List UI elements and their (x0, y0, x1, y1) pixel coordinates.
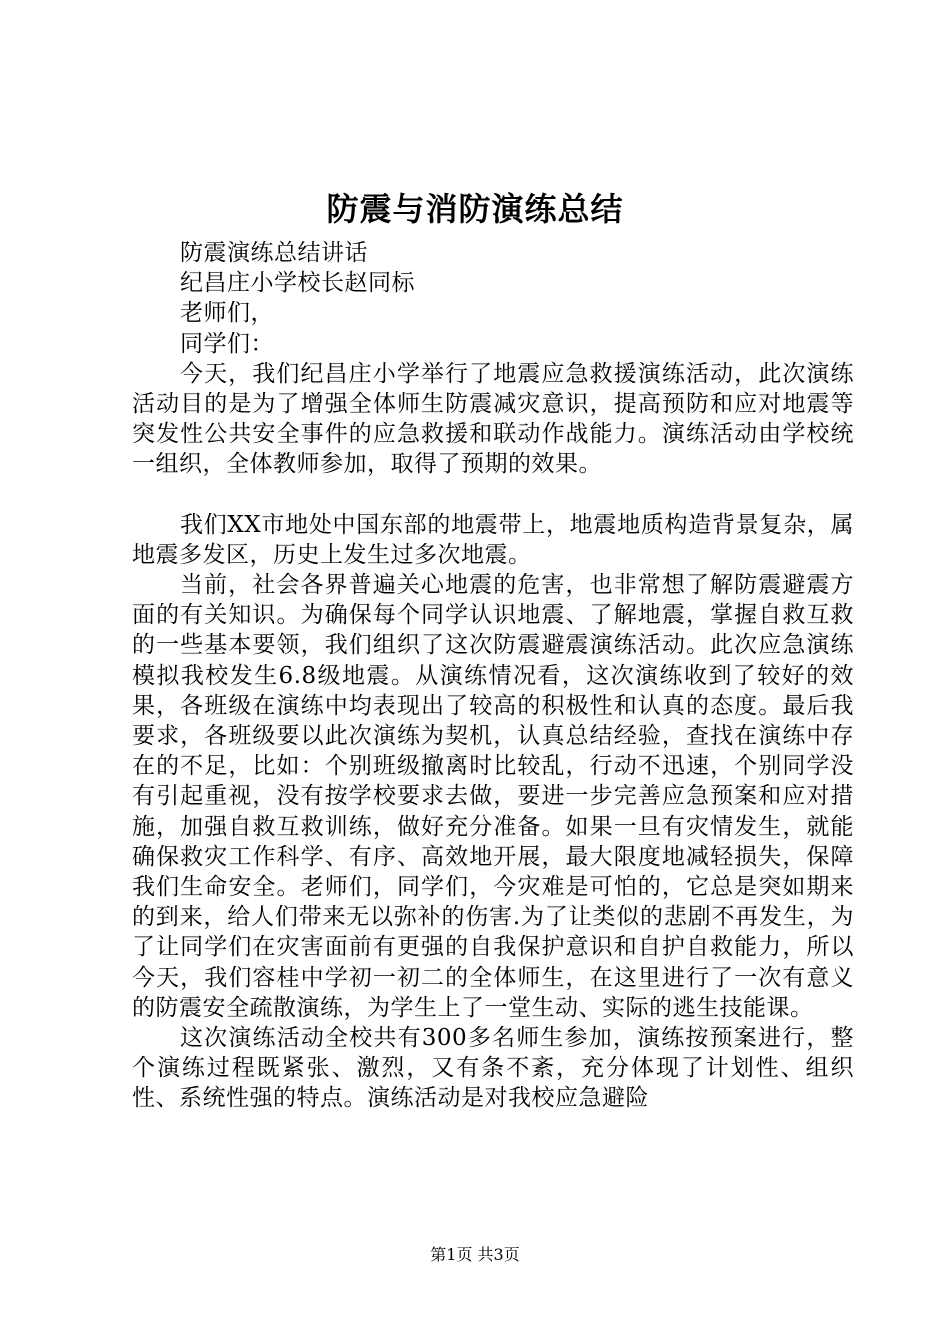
salutation-teachers: 老师们， (180, 300, 274, 327)
paragraph: 我们XX市地处中国东部的地震带上，地震地质构造背景复杂，属地震多发区，历史上发生过多次地震。 (132, 511, 854, 568)
speaker-line: 纪昌庄小学校长赵同标 (180, 270, 415, 297)
paragraph: 当前，社会各界普遍关心地震的危害，也非常想了解防震避震方面的有关知识。为确保每个同学认识地震、了解地震，掌握自救互救的一些基本要领，我们组织了这次防震避震演练活动。此次应急演练模拟我校发生6.8级地震。从演练情况看，这次演练收到了较好的效果，各班级在演练中均表现出了较高的积极性和认真的态度。最后我要求，各班级要以此次演练为契机，认真总结经验，查找在演练中存在的不足，比如：个别班级撤离时比较乱，行动不迅速，个别同学没有引起重视，没有按学校要求去做，要进一步完善应急预案和应对措施，加强自救互救训练，做好充分准备。如果一旦有灾情发生，就能确保救灾工作科学、有序、高效地开展，最大限度地减轻损失，保障我们生命安全。老师们，同学们，今灾难是可怕的，它总是突如期来的到来，给人们带来无以弥补的伤害.为了让类似的悲剧不再发生，为了让同学们在灾害面前有更强的自我保护意识和自护自救能力，所以今天，我们容桂中学初一初二的全体师生，在这里进行了一次有意义的防震安全疏散演练，为学生上了一堂生动、实际的逃生技能课。 (132, 572, 854, 1021)
page-number-footer: 第1页 共3页 (430, 1245, 520, 1264)
paragraph: 这次演练活动全校共有300多名师生参加，演练按预案进行，整个演练过程既紧张、激烈，又有条不紊，充分体现了计划性、组织性、系统性强的特点。演练活动是对我校应急避险 (132, 1025, 854, 1112)
document-body (132, 238, 854, 1114)
salutation-students: 同学们： (180, 330, 274, 357)
speech-heading-line: 防震演练总结讲话 (180, 240, 368, 266)
paragraph: 今天，我们纪昌庄小学举行了地震应急救援演练活动，此次演练活动目的是为了增强全体师生防震减灾意识，提高预防和应对地震等突发性公共安全事件的应急救援和联动作战能力。演练活动由学校统一组织，全体教师参加，取得了预期的效果。 (132, 360, 854, 478)
paragraph-gap (132, 480, 854, 510)
document-title: 防震与消防演练总结 (326, 190, 624, 228)
